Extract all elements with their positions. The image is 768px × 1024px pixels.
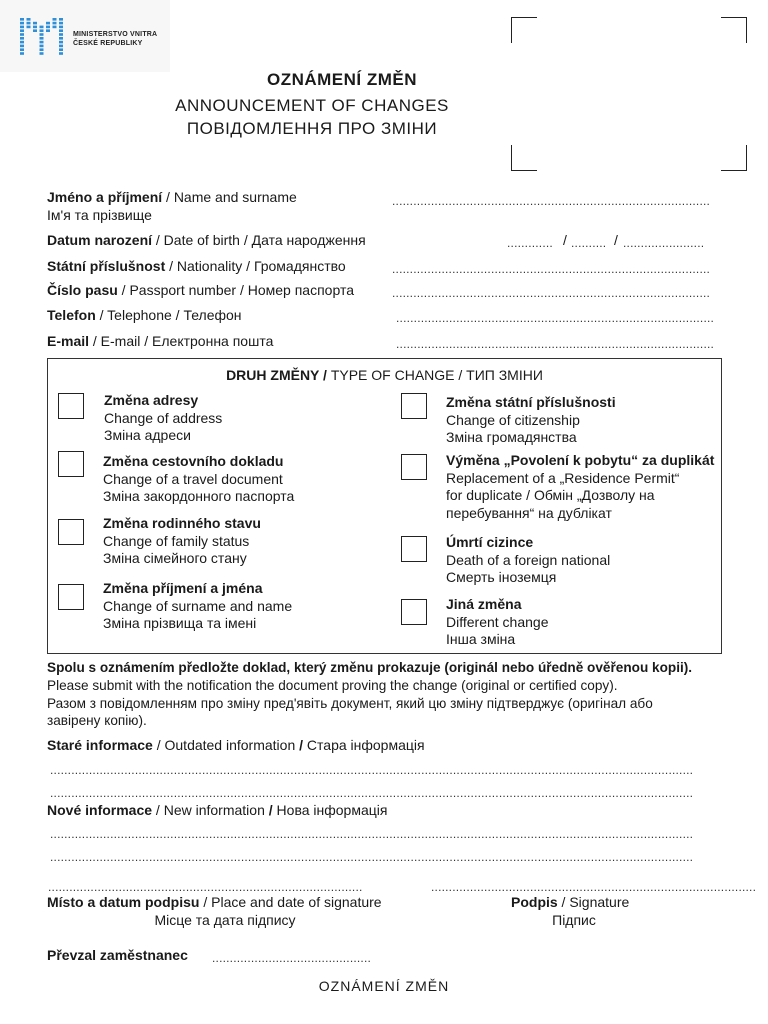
photo-corner-top-right [721, 17, 747, 43]
place-date-label [47, 893, 382, 911]
option-label-en: Change of family status [103, 532, 250, 549]
phone-label-cz: Telefon [47, 307, 96, 323]
change-type-heading [47, 366, 722, 384]
option-change-surname-name [103, 580, 292, 633]
new-info-label-en: / New information [152, 802, 269, 818]
signature-label-cz: Podpis [511, 894, 558, 910]
email-label-cz: E-mail [47, 333, 90, 349]
logo-line-2: ČESKÉ REPUBLIKY [73, 40, 143, 47]
option-label-ua: Інша зміна [446, 631, 516, 647]
passport-label-rest: / Passport number / Номер паспорта [117, 282, 354, 298]
passport-field[interactable]: .......................................................................................... [392, 286, 711, 300]
option-label-cz: Výměna „Povolení k pobytu“ za duplikát [446, 452, 715, 468]
option-label-cz: Změna státní příslušnosti [446, 394, 616, 410]
new-info-label-ua: Нова інформація [272, 802, 388, 818]
option-label-ua: Зміна сімейного стану [103, 550, 247, 566]
option-death-foreign-national [446, 534, 610, 587]
checkbox-change-surname-name[interactable] [58, 584, 84, 610]
option-label-en: Change of a travel document [103, 470, 283, 487]
option-label-en-2: for duplicate / Обмін „Дозволу на [446, 487, 655, 503]
name-label-en: / Name and surname [162, 189, 297, 205]
employee-field[interactable]: ............................................. [212, 951, 372, 965]
dob-separator: / [563, 232, 567, 248]
nationality-field[interactable]: .......................................................................................... [392, 262, 711, 276]
signature-field[interactable]: ............................................................................................ [431, 880, 757, 894]
title-ukrainian: ПОВІДОМЛЕННЯ ПРО ЗМІНИ [186, 119, 438, 138]
name-label-ua: Ім'я та прізвище [47, 207, 152, 223]
option-label-cz: Změna příjmení a jména [103, 580, 263, 596]
dob-month-field[interactable]: .......... [571, 236, 607, 250]
photo-corner-bottom-right [721, 145, 747, 171]
option-different-change [446, 596, 548, 649]
option-residence-permit-duplicate [446, 452, 714, 522]
passport-label-cz: Číslo pasu [47, 282, 118, 298]
place-date-label-cz: Místo a datum podpisu [47, 894, 200, 910]
new-info-field-2[interactable]: ...................................................................................................................................................................................... [50, 850, 694, 864]
notice-czech: Spolu s oznámením předložte doklad, který změnu prokazuje (originál nebo úředně ověřenou kopii). [47, 660, 693, 675]
signature-label-ua: Підпис [552, 912, 596, 928]
footer-title: OZNÁMENÍ ZMĚN [318, 978, 450, 994]
name-label-cz: Jméno a příjmení [47, 189, 163, 205]
option-change-travel-document [103, 453, 294, 506]
old-info-label [47, 736, 425, 754]
phone-field[interactable]: .......................................................................................... [396, 311, 715, 325]
logo-line-1: MINISTERSTVO VNITRA [73, 31, 158, 38]
option-label-cz: Změna rodinného stavu [103, 515, 261, 531]
photo-corner-bottom-left [511, 145, 537, 171]
old-info-field-1[interactable]: ...................................................................................................................................................................................... [50, 763, 694, 777]
email-label [47, 332, 273, 350]
place-date-field[interactable]: ......................................................................................... [48, 880, 363, 894]
option-label-cz: Jiná změna [446, 596, 522, 612]
option-label-cz: Změna cestovního dokladu [103, 453, 284, 469]
dob-label [47, 231, 366, 249]
option-label-ua: перебування“ на дублікат [446, 504, 612, 521]
phone-label-rest: / Telephone / Телефон [95, 307, 242, 323]
checkbox-residence-permit-duplicate[interactable] [401, 454, 427, 480]
phone-label [47, 306, 242, 324]
option-label-ua: Зміна закордонного паспорта [103, 488, 295, 504]
option-label-en: Replacement of a „Residence Permit“ [446, 469, 680, 486]
checkbox-change-citizenship[interactable] [401, 393, 427, 419]
title-czech: OZNÁMENÍ ZMĚN [266, 70, 418, 89]
checkbox-change-travel-document[interactable] [58, 451, 84, 477]
checkbox-death-foreign-national[interactable] [401, 536, 427, 562]
employee-label: Převzal zaměstnanec [47, 947, 188, 963]
checkbox-different-change[interactable] [401, 599, 427, 625]
signature-label-en: / Signature [557, 894, 630, 910]
new-info-separator: / [268, 802, 273, 818]
dob-label-cz: Datum narození [47, 232, 153, 248]
dob-separator: / [614, 232, 618, 248]
option-label-en: Change of address [104, 409, 223, 426]
nationality-label [47, 257, 346, 275]
option-change-family-status [103, 515, 261, 568]
email-field[interactable]: .......................................................................................... [396, 337, 715, 351]
new-info-label-cz: Nové informace [47, 802, 153, 818]
option-label-ua: Зміна адреси [104, 427, 191, 443]
option-change-citizenship [446, 394, 616, 447]
checkbox-change-address[interactable] [58, 393, 84, 419]
option-label-ua: Зміна громадянства [446, 429, 577, 445]
option-label-ua: Зміна прізвища та імені [103, 615, 257, 631]
signature-label [511, 893, 629, 911]
new-info-label [47, 801, 387, 819]
nationality-label-cz: Státní příslušnost [47, 258, 166, 274]
checkbox-change-family-status[interactable] [58, 519, 84, 545]
passport-label [47, 281, 354, 299]
option-label-ua: Смерть іноземця [446, 569, 557, 585]
old-info-label-ua: Стара інформація [303, 737, 425, 753]
title-english: ANNOUNCEMENT OF CHANGES [175, 96, 449, 115]
dob-year-field[interactable]: ....................... [623, 236, 705, 250]
change-type-heading-rest: TYPE OF CHANGE / ТИП ЗМІНИ [330, 367, 543, 383]
notice-ukrainian-2: завірену копію). [47, 713, 147, 728]
option-label-en: Change of surname and name [103, 597, 293, 614]
old-info-label-cz: Staré informace [47, 737, 153, 753]
notice-english: Please submit with the notification the document proving the change (original or certified copy). [47, 678, 618, 693]
option-change-address [104, 392, 222, 445]
option-label-cz: Úmrtí cizince [446, 534, 534, 550]
place-date-label-en: / Place and date of signature [199, 894, 382, 910]
logo-text [73, 30, 157, 48]
notice-ukrainian-1: Разом з повідомленням про зміну пред'явіть документ, який цю зміну підтверджує (оригінал або [47, 696, 653, 711]
option-label-en: Different change [446, 613, 549, 630]
email-label-rest: / E-mail / Електронна пошта [89, 333, 274, 349]
name-field[interactable]: .......................................................................................... [392, 194, 711, 208]
ministry-logo-icon [18, 17, 66, 57]
old-info-separator: / [299, 737, 304, 753]
nationality-label-rest: / Nationality / Громадянство [165, 258, 346, 274]
change-type-heading-cz: DRUH ZMĚNY / [226, 367, 331, 383]
dob-day-field[interactable]: ............. [507, 236, 553, 250]
option-label-en: Death of a foreign national [446, 551, 611, 568]
dob-label-rest: / Date of birth / Дата народження [152, 232, 366, 248]
option-label-en: Change of citizenship [446, 411, 580, 428]
place-date-label-ua: Місце та дата підпису [154, 912, 296, 928]
old-info-label-en: / Outdated information [152, 737, 300, 753]
photo-corner-top-left [511, 17, 537, 43]
name-label [47, 188, 297, 206]
old-info-field-2[interactable]: ...................................................................................................................................................................................... [50, 786, 694, 800]
new-info-field-1[interactable]: ...................................................................................................................................................................................... [50, 827, 694, 841]
option-label-cz: Změna adresy [104, 392, 199, 408]
